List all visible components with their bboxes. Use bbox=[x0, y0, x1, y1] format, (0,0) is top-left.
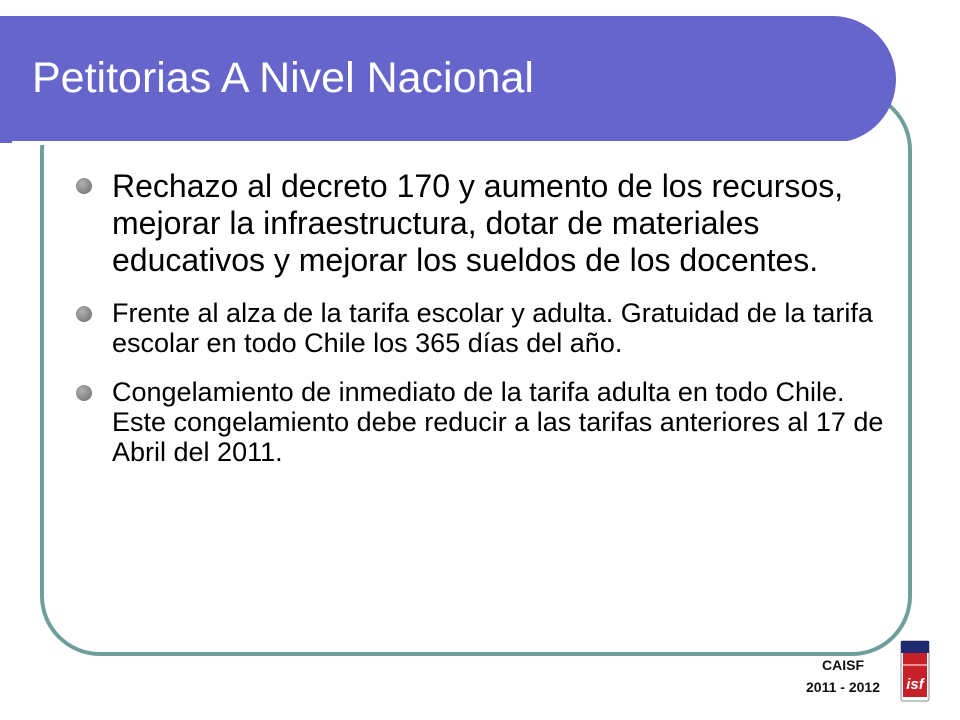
bullet-dot-icon bbox=[76, 385, 92, 401]
footer-org: CAISF bbox=[822, 657, 864, 673]
bullet-dot-icon bbox=[76, 306, 92, 322]
slide-title: Petitorias A Nivel Nacional bbox=[32, 54, 534, 102]
bullet-text: Frente al alza de la tarifa escolar y adulta. Gratuidad de la tarifa escolar en todo Chile los 365 días del año. bbox=[112, 298, 873, 358]
title-bar bbox=[0, 16, 896, 143]
bullet-list bbox=[76, 168, 896, 467]
footer-caption bbox=[778, 654, 908, 698]
footer-years: 2011 - 2012 bbox=[806, 679, 880, 695]
bullet-text: Rechazo al decreto 170 y aumento de los recursos, mejorar la infraestructura, dotar de materiales educativos y mejorar los sueldos de los docentes. bbox=[112, 168, 844, 278]
bullet-item bbox=[76, 168, 896, 279]
bullet-item bbox=[76, 298, 896, 358]
bullet-item bbox=[76, 377, 896, 467]
svg-text:isf: isf bbox=[906, 676, 924, 693]
bullet-text: Congelamiento de inmediato de la tarifa adulta en todo Chile. Este congelamiento debe reducir a las tarifas anteriores al 17 de Abril del 2011. bbox=[112, 377, 884, 467]
bullet-dot-icon bbox=[76, 178, 92, 194]
maristas-logo bbox=[900, 640, 930, 702]
title-underline bbox=[12, 141, 848, 145]
